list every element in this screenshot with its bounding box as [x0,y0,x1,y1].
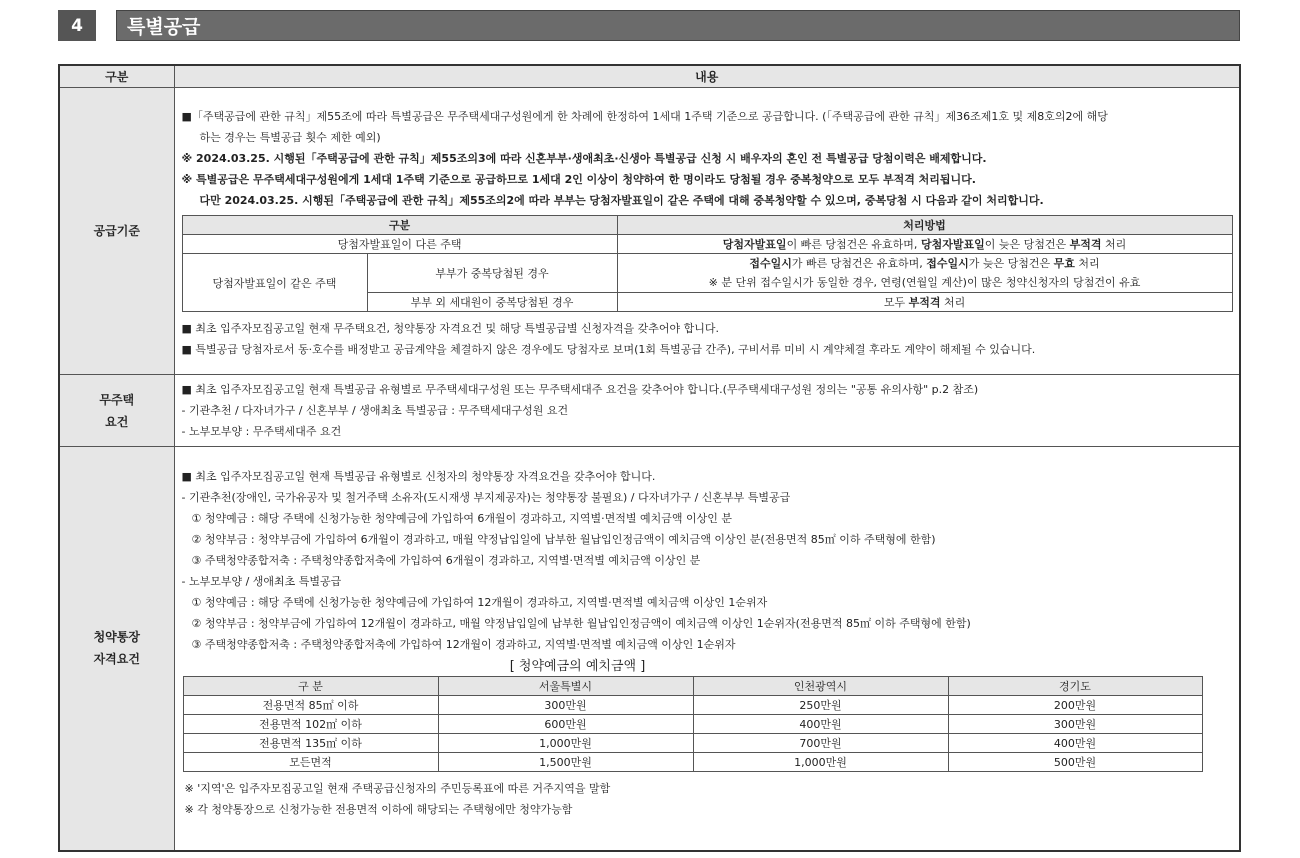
deposit-header-incheon: 인천광역시 [693,677,948,696]
row-account [59,447,1240,851]
supply-line-2: 하는 경우는 특별공급 횟수 제한 예외) [199,131,381,144]
homeless-content [174,375,1240,447]
section-number: 4 [58,10,96,41]
supply-after-2: ■ 특별공급 당첨자로서 동·호수를 배정받고 공급계약을 체결하지 않은 경우에도 당첨자로 보며(1회 특별공급 간주), 구비서류 미비 시 계약체결 후라도 계약이 해제될 수 있습니다. [181,343,1036,356]
table-row: 전용면적 85㎡ 이하 300만원 250만원 200만원 [183,696,1202,715]
row-homeless [59,375,1240,447]
deposit-caption: [ 청약예금의 예치금액 ] [509,659,646,674]
table-row: 전용면적 102㎡ 이하 600만원 400만원 300만원 [183,715,1202,734]
supply-line-1: ■「주택공급에 관한 규칙」제55조에 따라 특별공급은 무주택세대구성원에게 한 차례에 한정하여 1세대 1주택 기준으로 공급합니다. (「주택공급에 관한 규칙」제36조제1호 및 제8호의2에 해당 [181,110,1108,123]
homeless-line-2: - 기관추천 / 다자녀가구 / 신혼부부 / 생애최초 특별공급 : 무주택세대구성원 요건 [181,404,569,417]
duplicate-win-table [182,215,1233,312]
dup-r1-div: 당첨자발표일이 다른 주택 [182,235,617,254]
special-supply-table [58,64,1241,852]
account-line-7: ① 청약예금 : 해당 주택에 신청가능한 청약예금에 가입하여 12개월이 경과하고, 지역별·면적별 예치금액 이상인 1순위자 [191,596,768,609]
account-line-6: - 노부모부양 / 생애최초 특별공급 [181,575,342,588]
col-header-category: 구분 [59,65,174,88]
deposit-header-seoul: 서울특별시 [438,677,693,696]
supply-note-1: ※ 2024.03.25. 시행된「주택공급에 관한 규칙」제55조의3에 따라 신혼부부·생애최초·신생아 특별공급 신청 시 배우자의 혼인 전 특별공급 당첨이력은 배제합니다. [181,152,987,165]
row-label-homeless: 무주택 요건 [59,375,174,447]
account-note-1: ※ '지역'은 입주자모집공고일 현재 주택공급신청자의 주민등록표에 따른 거주지역을 말함 [184,782,611,795]
dup-header-div: 구분 [182,216,617,235]
dup-r1-method: 당첨자발표일이 빠른 당첨건은 유효하며, 당첨자발표일이 늦은 당첨건은 부적격 처리 [617,235,1232,254]
dup-header-method: 처리방법 [617,216,1232,235]
supply-after-1: ■ 최초 입주자모집공고일 현재 무주택요건, 청약통장 자격요건 및 해당 특별공급별 신청자격을 갖추어야 합니다. [181,322,720,335]
row-label-supply: 공급기준 [59,88,174,375]
account-line-5: ③ 주택청약종합저축 : 주택청약종합저축에 가입하여 6개월이 경과하고, 지역별·면적별 예치금액 이상인 분 [191,554,701,567]
account-line-8: ② 청약부금 : 청약부금에 가입하여 12개월이 경과하고, 매월 약정납입일에 납부한 월납입인정금액이 예치금액 이상인 1순위자(전용면적 85㎡ 이하 주택형에 한함) [191,617,971,630]
col-header-content: 내용 [174,65,1240,88]
section-title: 특별공급 [116,10,1240,41]
supply-content [174,88,1240,375]
account-note-2: ※ 각 청약통장으로 신청가능한 전용면적 이하에 해당되는 주택형에만 청약가능함 [184,803,573,816]
account-content [174,447,1240,851]
homeless-line-3: - 노부모부양 : 무주택세대주 요건 [181,425,342,438]
table-row: 모든면적 1,500만원 1,000만원 500만원 [183,753,1202,772]
account-line-1: ■ 최초 입주자모집공고일 현재 특별공급 유형별로 신청자의 청약통장 자격요건을 갖추어야 합니다. [181,470,656,483]
supply-note-2: ※ 특별공급은 무주택세대구성원에게 1세대 1주택 기준으로 공급하므로 1세대 2인 이상이 청약하여 한 명이라도 당첨될 경우 중복청약으로 모두 부적격 처리됩니다. [181,173,976,186]
deposit-header-gyeonggi: 경기도 [948,677,1202,696]
dup-group-same-date: 당첨자발표일이 같은 주택 [182,254,367,312]
dup-r3-method: 모두 부적격 처리 [617,293,1232,312]
supply-note-3: 다만 2024.03.25. 시행된「주택공급에 관한 규칙」제55조의2에 따라 부부는 당첨자발표일이 같은 주택에 대해 중복청약할 수 있으며, 중복당첨 시 다음과 같이 처리합니다. [199,194,1044,207]
deposit-table [183,676,1203,772]
dup-r2-div: 부부가 중복당첨된 경우 [367,254,617,293]
account-line-3: ① 청약예금 : 해당 주택에 신청가능한 청약예금에 가입하여 6개월이 경과하고, 지역별·면적별 예치금액 이상인 분 [191,512,733,525]
dup-r2-method: 접수일시가 빠른 당첨건은 유효하며, 접수일시가 늦은 당첨건은 무효 처리 ※ 분 단위 접수일시가 동일한 경우, 연령(연월일 계산)이 많은 청약신청자의 당첨건이 유효 [617,254,1232,293]
account-line-9: ③ 주택청약종합저축 : 주택청약종합저축에 가입하여 12개월이 경과하고, 지역별·면적별 예치금액 이상인 1순위자 [191,638,736,651]
deposit-header-div: 구 분 [183,677,438,696]
row-supply-criteria [59,88,1240,375]
homeless-line-1: ■ 최초 입주자모집공고일 현재 특별공급 유형별로 무주택세대구성원 또는 무주택세대주 요건을 갖추어야 합니다.(무주택세대구성원 정의는 "공통 유의사항" p.2 참조) [181,383,979,396]
account-line-4: ② 청약부금 : 청약부금에 가입하여 6개월이 경과하고, 매월 약정납입일에 납부한 월납입인정금액이 예치금액 이상인 분(전용면적 85㎡ 이하 주택형에 한함) [191,533,936,546]
account-line-2: - 기관추천(장애인, 국가유공자 및 철거주택 소유자(도시재생 부지제공자)는 청약통장 불필요) / 다자녀가구 / 신혼부부 특별공급 [181,491,791,504]
dup-r3-div: 부부 외 세대원이 중복당첨된 경우 [367,293,617,312]
table-header-row [59,65,1240,88]
row-label-account: 청약통장 자격요건 [59,447,174,851]
table-row: 전용면적 135㎡ 이하 1,000만원 700만원 400만원 [183,734,1202,753]
